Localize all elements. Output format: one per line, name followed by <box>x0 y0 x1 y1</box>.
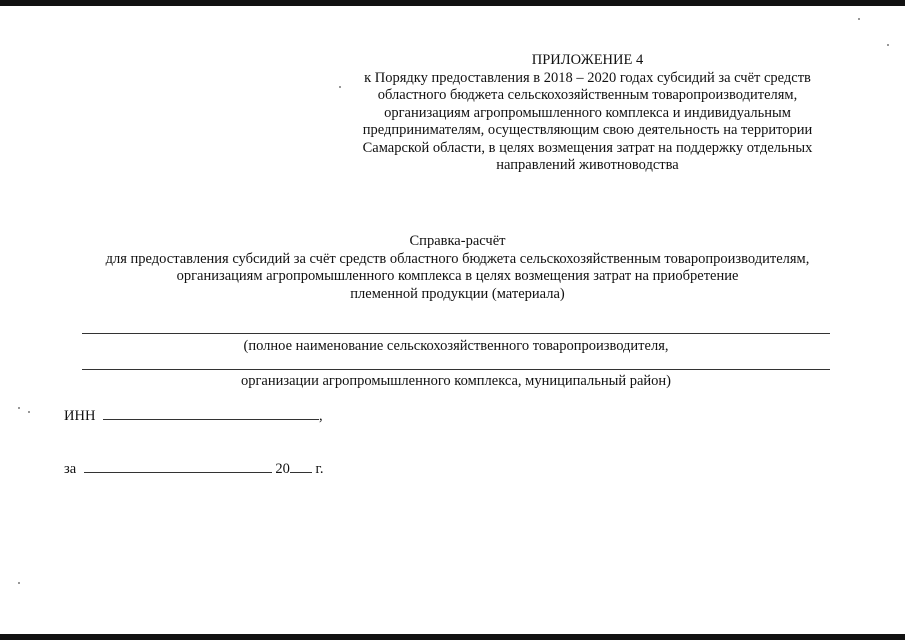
year-blank[interactable] <box>290 459 312 473</box>
year-suffix: г. <box>315 461 324 477</box>
certificate-subtitle-line-3: племенной продукции (материала) <box>350 285 565 302</box>
appendix-line-5: Самарской области, в целях возмещения затрат на поддержку отдельных <box>362 139 813 156</box>
appendix-line-3: организациям агропромышленного комплекса и индивидуальным <box>384 104 791 121</box>
inn-label: ИНН <box>64 408 96 424</box>
producer-name-line-2[interactable] <box>82 369 830 370</box>
scan-border-top <box>0 0 905 6</box>
scan-speck <box>858 18 860 20</box>
certificate-subtitle-line-2: организациям агропромышленного комплекса в целях возмещения затрат на приобретение <box>176 268 739 284</box>
producer-name-line-1[interactable] <box>82 333 830 334</box>
producer-name-caption-2: организации агропромышленного комплекса, муниципальный район) <box>240 373 671 389</box>
appendix-header <box>330 52 845 175</box>
appendix-title: ПРИЛОЖЕНИЕ 4 <box>531 52 644 68</box>
inn-row <box>64 406 323 425</box>
period-blank[interactable] <box>84 459 272 473</box>
certificate-title: Справка-расчёт <box>409 233 506 249</box>
appendix-line-2: областного бюджета сельскохозяйственным товаропроизводителям, <box>377 87 798 103</box>
scan-speck <box>28 411 30 413</box>
certificate-subtitle-line-1: для предоставления субсидий за счёт средств областного бюджета сельскохозяйственным товаропроизводителям, <box>105 250 810 267</box>
period-label: за <box>64 461 77 477</box>
appendix-line-6: направлений животноводства <box>496 157 679 173</box>
appendix-line-1: к Порядку предоставления в 2018 – 2020 годах субсидий за счёт средств <box>364 69 811 86</box>
scan-speck <box>18 407 20 409</box>
producer-name-caption-1: (полное наименование сельскохозяйственного товаропроизводителя, <box>243 338 669 354</box>
period-row <box>64 459 323 478</box>
scan-speck <box>887 44 889 46</box>
year-prefix: 20 <box>275 461 290 477</box>
inn-blank[interactable] <box>103 406 319 420</box>
certificate-heading <box>60 233 855 303</box>
appendix-line-4: предпринимателям, осуществляющим свою деятельность на территории <box>362 122 813 138</box>
scan-speck <box>18 582 20 584</box>
inn-trailing-comma: , <box>319 408 323 424</box>
scan-speck <box>339 86 341 88</box>
scan-border-bottom <box>0 634 905 640</box>
